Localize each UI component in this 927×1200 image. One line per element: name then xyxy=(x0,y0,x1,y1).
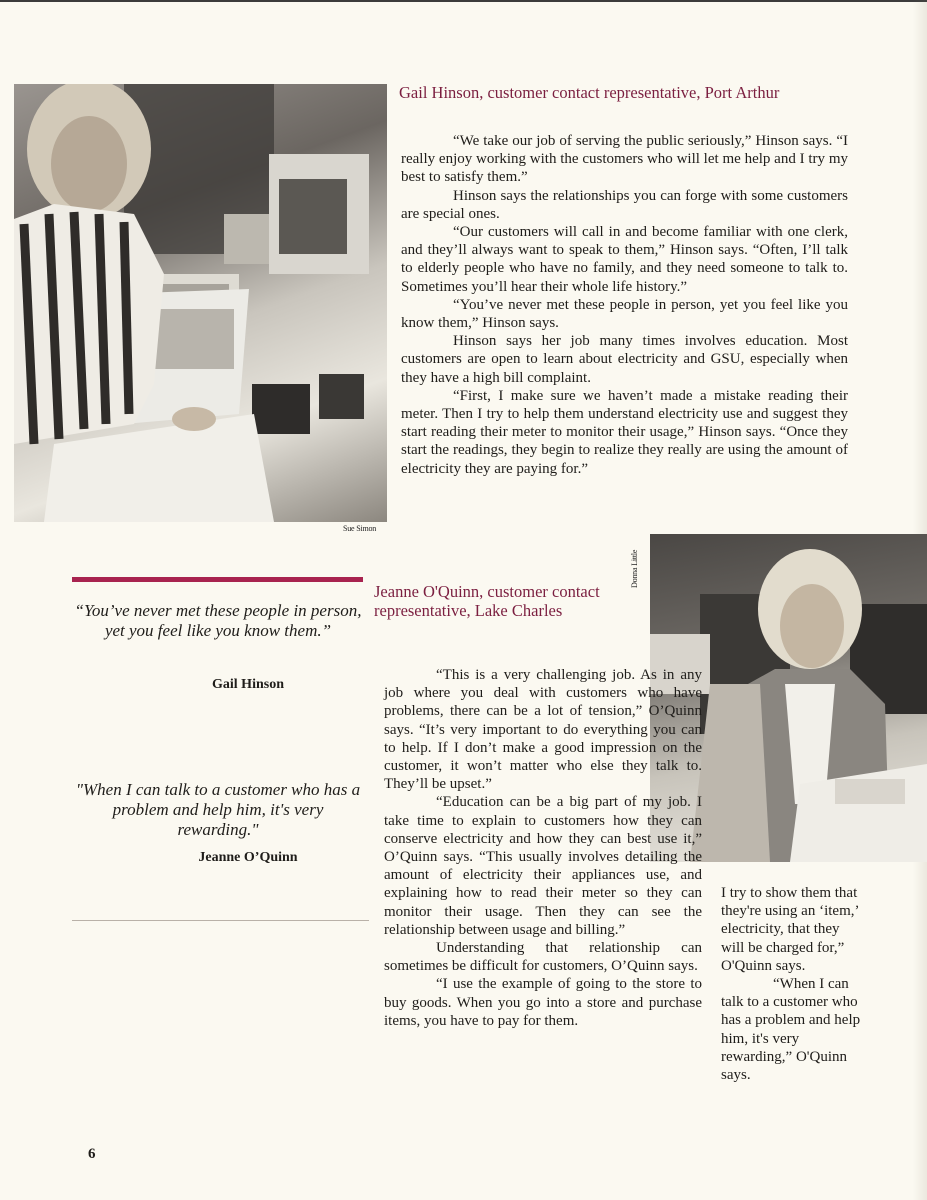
pull-quote-hinson: “You’ve never met these people in person, yet you feel like you know them.” xyxy=(74,601,362,640)
pull-quote-oquinn: "When I can talk to a customer who has a problem and help him, it's very rewarding." xyxy=(75,780,361,839)
hinson-paragraph: Hinson says the relationships you can forge with some customers are special ones. xyxy=(401,187,848,222)
photo-gail-hinson xyxy=(14,84,387,522)
hinson-article-body xyxy=(401,132,848,478)
oquinn-paragraph: I try to show them that they're using an ‘item,’ electricity, that they will be charged for,” O'Quinn says. xyxy=(721,885,859,974)
pull-quote-divider xyxy=(72,920,369,921)
pull-quote-attribution-oquinn: Jeanne O’Quinn xyxy=(198,850,298,865)
photo-credit-hinson: Sue Simon xyxy=(343,524,377,533)
oquinn-heading: Jeanne O'Quinn, customer contact representative, Lake Charles xyxy=(374,582,600,620)
oquinn-article-column-2 xyxy=(721,884,861,1084)
oquinn-paragraph: “When I can talk to a customer who has a problem and help him, it's very rewarding,” O'Quinn says. xyxy=(721,976,861,1084)
page-number: 6 xyxy=(88,1146,96,1162)
oquinn-paragraph: “This is a very challenging job. As in any job where you deal with customers who have problems, there can be a lot of tension,” O’Quinn says. “It’s very important to do everything you can to help. If I don’t make a good impression on the customer, it won’t matter who else they talk to. They’ll be upset.” xyxy=(384,667,702,793)
oquinn-article-column-1 xyxy=(384,666,702,1030)
hinson-heading: Gail Hinson, customer contact representative, Port Arthur xyxy=(399,83,780,102)
oquinn-paragraph: “Education can be a big part of my job. I take time to explain to customers how they can conserve electricity and how they can best use it,” O’Quinn says. “This usually involves detailing the amount of electricity their appliances use, and explaining how to read their meter so they can monitor their usage. Then they can see the relationship between usage and billing.” xyxy=(384,794,702,938)
top-border xyxy=(0,0,927,2)
pull-quote-rule xyxy=(72,577,363,582)
oquinn-paragraph: Understanding that relationship can sometimes be difficult for customers, O’Quinn says. xyxy=(384,940,702,975)
hinson-paragraph: “We take our job of serving the public seriously,” Hinson says. “I really enjoy working with the customers who will let me help and I try my best to satisfy them.” xyxy=(401,133,848,186)
pull-quote-attribution-hinson: Gail Hinson xyxy=(212,677,284,692)
oquinn-paragraph: “I use the example of going to the store to buy goods. When you go into a store and purchase items, you have to pay for them. xyxy=(384,976,702,1029)
hinson-paragraph: “First, I make sure we haven’t made a mistake reading their meter. Then I try to help them understand electricity use and suggest they start reading their meter to monitor their usage,” Hinson says. “Once they start the readings, they begin to realize they really are using the amount of electricity they are paying for.” xyxy=(401,387,848,477)
hinson-paragraph: “Our customers will call in and become familiar with one clerk, and they’ll always want to speak to them,” Hinson says. “Often, I’ll talk to elderly people who have no family, and they need someone to talk to. Sometimes you’ll hear their whole life history.” xyxy=(401,224,848,295)
photo-gail-hinson-illustration xyxy=(14,84,387,522)
hinson-paragraph: “You’ve never met these people in person, yet you feel like you know them,” Hinson says. xyxy=(401,296,848,332)
photo-credit-oquinn: Donna Little xyxy=(630,549,639,588)
hinson-paragraph: Hinson says her job many times involves education. Most customers are open to learn about electricity and GSU, especially when they have a high bill complaint. xyxy=(401,333,848,386)
